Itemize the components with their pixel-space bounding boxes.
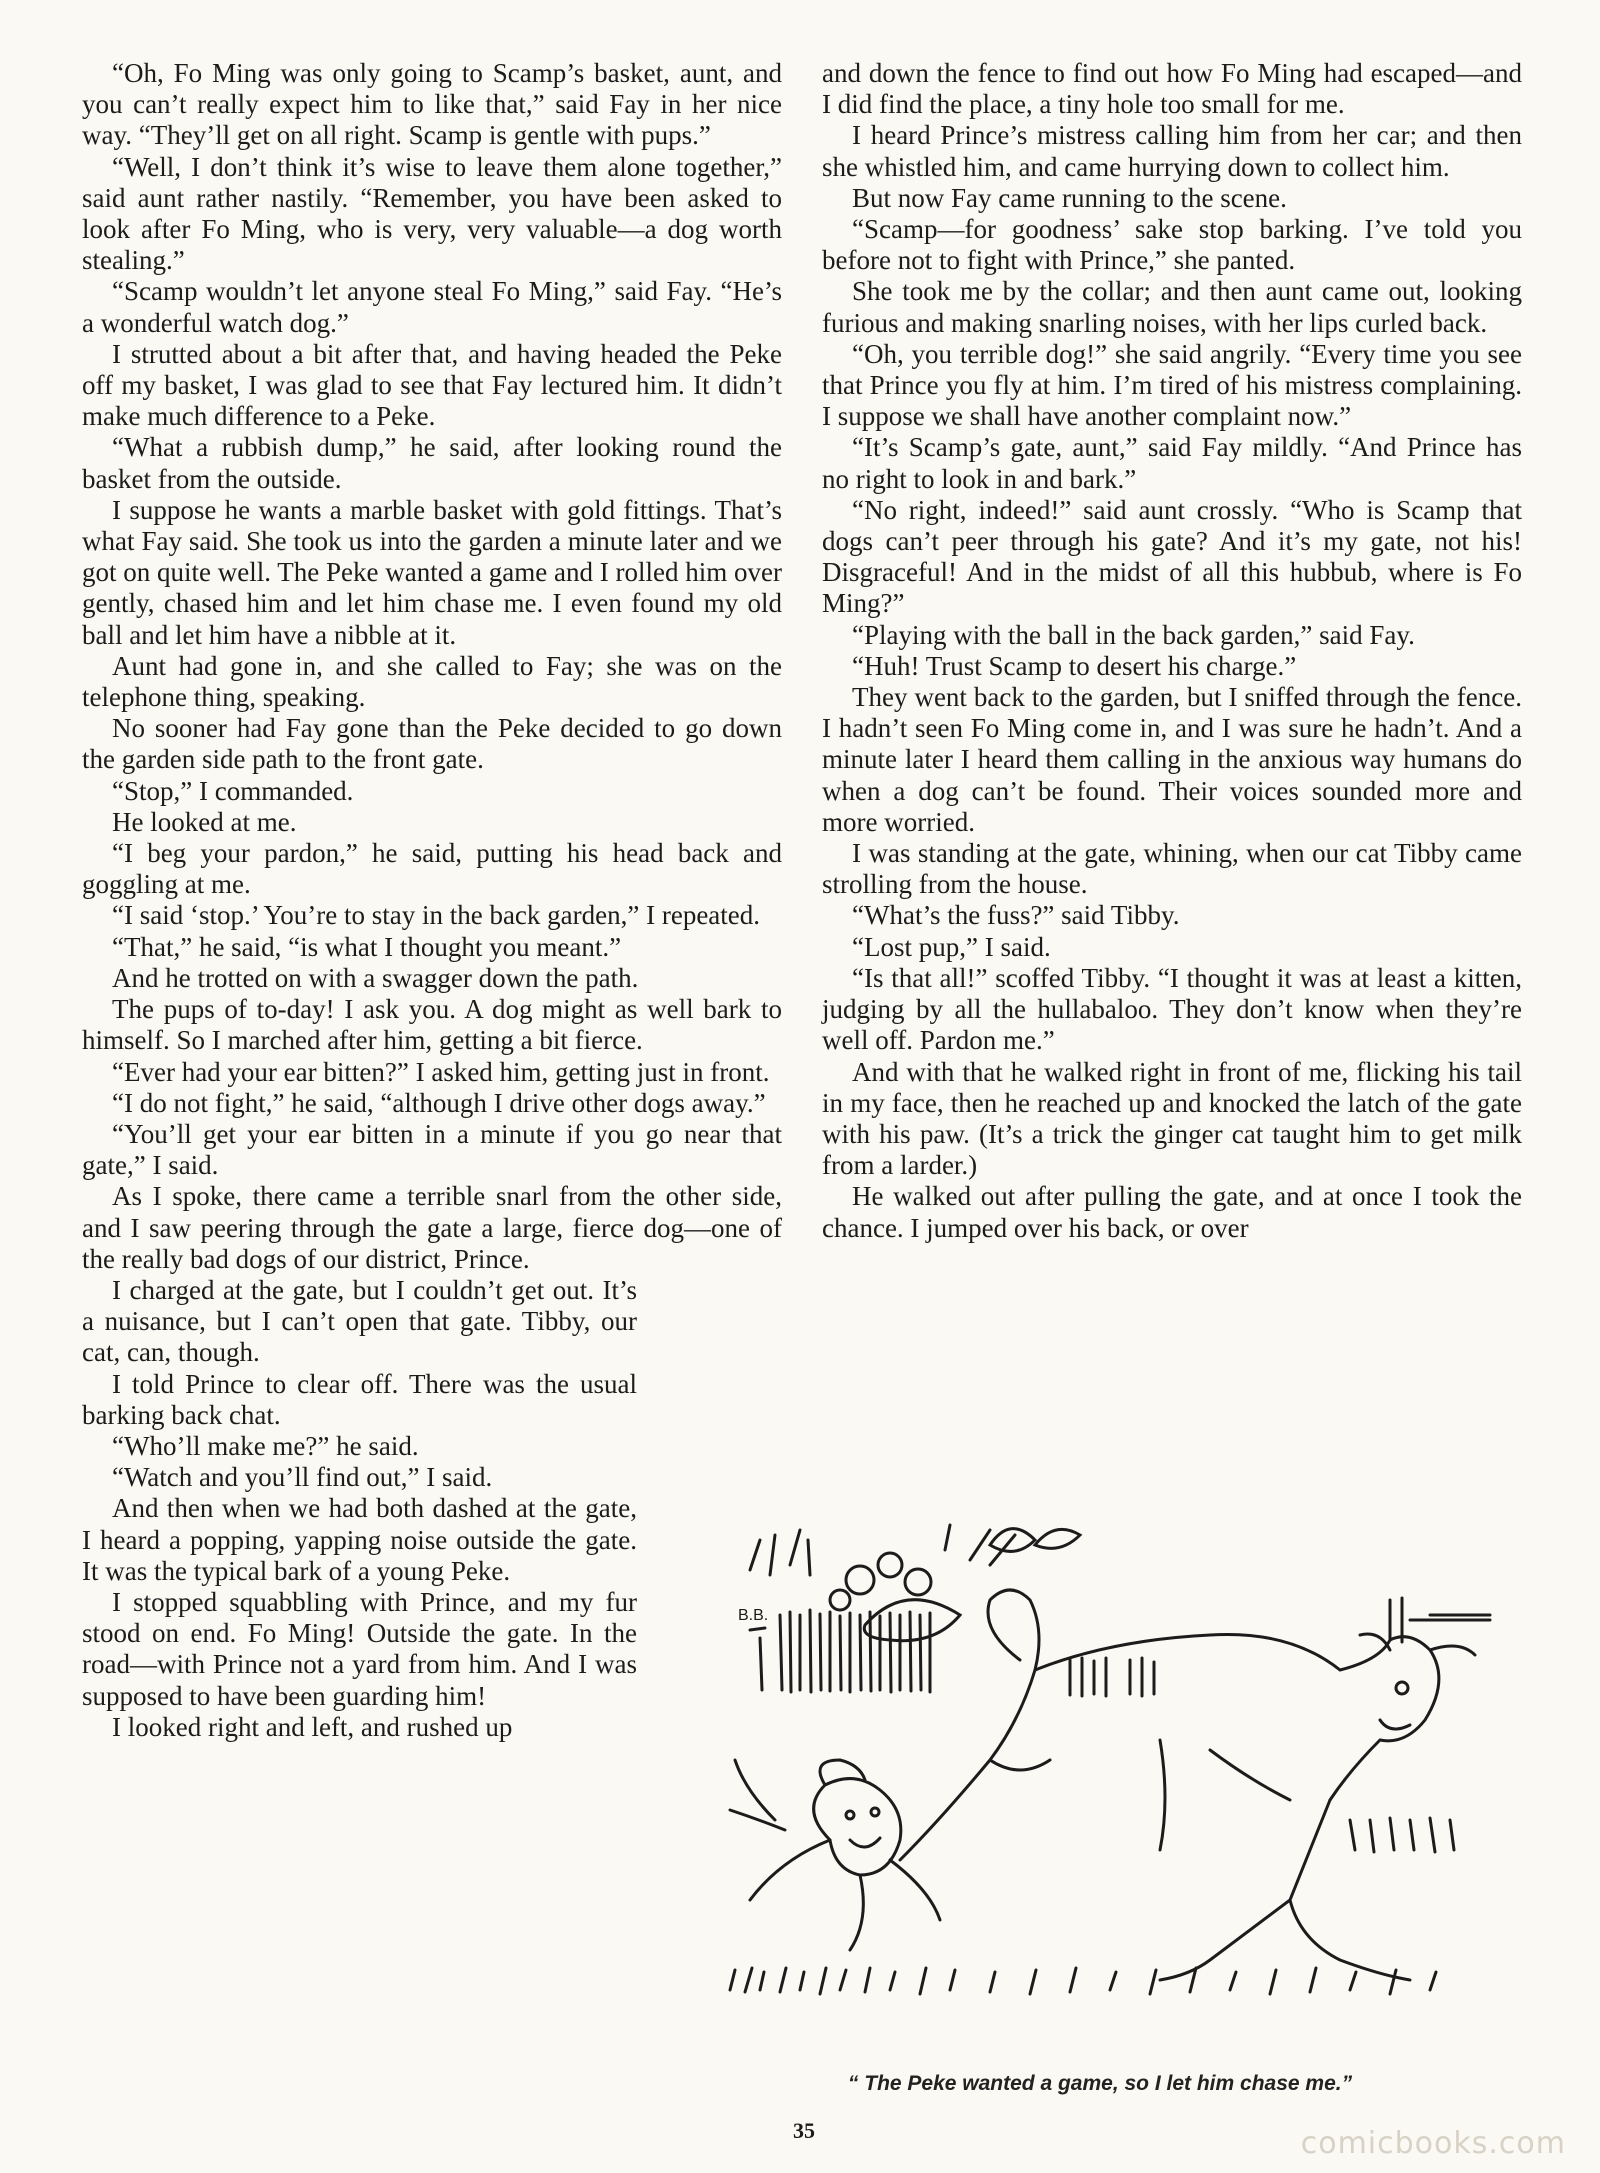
paragraph: I was standing at the gate, whining, when our cat Tibby came strolling from the house. [822, 838, 1522, 900]
dogs-chasing-illustration [690, 1520, 1515, 2060]
paragraph: “I do not fight,” he said, “although I drive other dogs away.” [112, 1087, 766, 1118]
paragraph: No sooner had Fay gone than the Peke decided to go down the garden side path to the front gate. [82, 713, 782, 775]
paragraph: He looked at me. [112, 806, 297, 837]
paragraph: “I beg your pardon,” he said, putting his head back and goggling at me. [82, 838, 782, 900]
paragraph: I looked right and left, and rushed up [112, 1711, 513, 1742]
paragraph: And then when we had both dashed at the gate, I heard a popping, yapping noise outside the gate. It was the typical bark of a young Peke. [82, 1493, 637, 1586]
paragraph: She took me by the collar; and then aunt came out, looking furious and making snarling noises, with her lips curled back. [822, 276, 1522, 338]
paragraph: “It’s Scamp’s gate, aunt,” said Fay mildly. “And Prince has no right to look in and bark.” [822, 432, 1522, 494]
paragraph: But now Fay came running to the scene. [852, 182, 1287, 213]
paragraph: “Is that all!” scoffed Tibby. “I thought it was at least a kitten, judging by all the hullabaloo. They don’t know when they’re well off. Pardon me.” [822, 962, 1522, 1056]
paragraph: I heard Prince’s mistress calling him from her car; and then she whistled him, and came hurrying down to collect him. [822, 120, 1522, 182]
paragraph: “Playing with the ball in the back garden,” said Fay. [852, 619, 1415, 650]
paragraph: “Oh, Fo Ming was only going to Scamp’s basket, aunt, and you can’t really expect him to like that,” said Fay in her nice way. “They’ll get on all right. Scamp is gentle with pups.” [82, 58, 782, 151]
paragraph: “What a rubbish dump,” he said, after looking round the basket from the outside. [82, 432, 782, 494]
paragraph: The pups of to-day! I ask you. A dog might as well bark to himself. So I marched after him, getting a bit fierce. [82, 994, 782, 1056]
paragraph: “Lost pup,” I said. [852, 931, 1051, 962]
paragraph: “You’ll get your ear bitten in a minute if you go near that gate,” I said. [82, 1118, 782, 1181]
paragraph: They went back to the garden, but I sniffed through the fence. I hadn’t seen Fo Ming come in, and I was sure he hadn’t. And a minute later I heard them calling in the anxious way humans do when a dog can’t be found. Their voices sounded more and more worried. [822, 682, 1522, 837]
paragraph: I told Prince to clear off. There was the usual barking back chat. [82, 1368, 637, 1430]
watermark: comicbooks.com [1300, 2126, 1566, 2161]
terrier-dog [900, 1590, 1475, 1980]
right-text-column [822, 58, 1522, 1244]
paragraph: I strutted about a bit after that, and having headed the Peke off my basket, I was glad to see that Fay lectured him. It didn’t make much difference to a Peke. [82, 338, 782, 432]
left-text-column [82, 58, 782, 1743]
paragraph: “Scamp—for goodness’ sake stop barking. I’ve told you before not to fight with Prince,” she panted. [822, 214, 1522, 276]
paragraph: “Huh! Trust Scamp to desert his charge.” [852, 650, 1297, 681]
page-number: 35 [793, 2118, 815, 2143]
paragraph: “Watch and you’ll find out,” I said. [112, 1462, 493, 1493]
grass [730, 1818, 1454, 1994]
paragraph: “Ever had your ear bitten?” I asked him, getting just in front. [112, 1056, 770, 1087]
paragraph: “Oh, you terrible dog!” she said angrily. “Every time you see that Prince you fly at him. I’m tired of his mistress complaining. I suppose we shall have another complaint now.” [822, 338, 1522, 432]
paragraph: “Well, I don’t think it’s wise to leave them alone together,” said aunt rather nastily. “Remember, you have been asked to look after Fo Ming, who is very, very valuable—a dog worth stealing.” [82, 151, 782, 276]
paragraph: and down the fence to find out how Fo Ming had escaped—and I did find the place, a tiny hole too small for me. [822, 58, 1522, 120]
paragraph: “Stop,” I commanded. [112, 775, 354, 806]
paragraph: I charged at the gate, but I couldn’t get out. It’s a nuisance, but I can’t open that gate. Tibby, our cat, can, though. [82, 1274, 637, 1368]
paragraph: “That,” he said, “is what I thought you meant.” [112, 931, 622, 962]
illustrator-signature: B.B. [738, 1607, 769, 1624]
paragraph: “Who’ll make me?” he said. [112, 1430, 419, 1461]
paragraph: “I said ‘stop.’ You’re to stay in the back garden,” I repeated. [112, 900, 761, 931]
paragraph: “What’s the fuss?” said Tibby. [852, 900, 1180, 931]
paragraph: He walked out after pulling the gate, and at once I took the chance. I jumped over his back, or over [822, 1181, 1522, 1243]
narrow-text-block [82, 1275, 637, 1743]
paragraph: Aunt had gone in, and she called to Fay; she was on the telephone thing, speaking. [82, 650, 782, 713]
peke-puppy [730, 1760, 940, 1950]
paragraph: I stopped squabbling with Prince, and my fur stood on end. Fo Ming! Outside the gate. In the road—with Prince not a yard from him. And I was supposed to have been guarding him! [82, 1586, 637, 1711]
paragraph: “No right, indeed!” said aunt crossly. “Who is Scamp that dogs can’t peer through his gate? And it’s my gate, not his! Disgraceful! And in the midst of all this hubbub, where is Fo Ming?” [822, 494, 1522, 619]
paragraph: “Scamp wouldn’t let anyone steal Fo Ming,” said Fay. “He’s a wonderful watch dog.” [82, 276, 782, 338]
paragraph: I suppose he wants a marble basket with gold fittings. That’s what Fay said. She took us into the garden a minute later and we got on quite well. The Peke wanted a game and I rolled him over gently, chased him and let him chase me. I even found my old ball and let him have a nibble at it. [82, 494, 782, 650]
paragraph: As I spoke, there came a terrible snarl from the other side, and I saw peering through the gate a large, fierce dog—one of the really bad dogs of our district, Prince. [82, 1181, 782, 1274]
paragraph: And with that he walked right in front of me, flicking his tail in my face, then he reached up and knocked the latch of the gate with his paw. (It’s a trick the ginger cat taught him to get milk from a larder.) [822, 1056, 1522, 1181]
illustration-caption: “ The Peke wanted a game, so I let him chase me.” [847, 2072, 1353, 2095]
paragraph: And he trotted on with a swagger down the path. [112, 962, 639, 993]
